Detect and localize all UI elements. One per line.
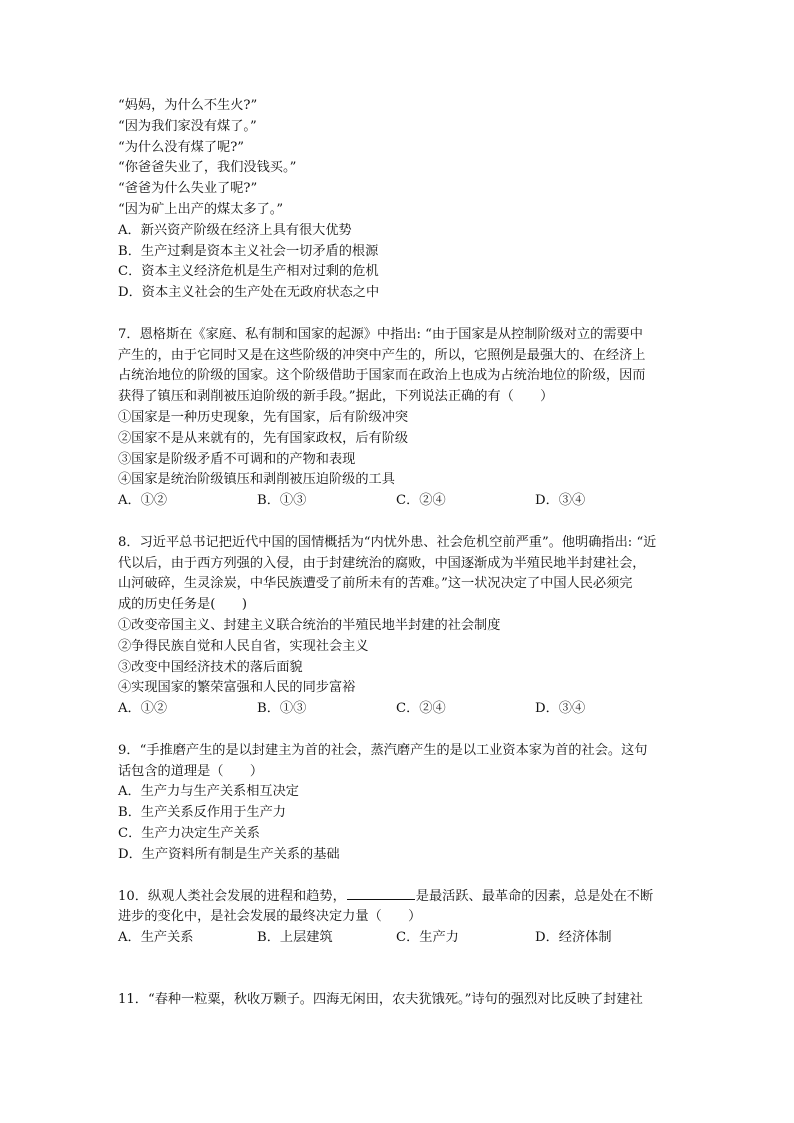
question-text: 代以后，由于西方列强的入侵，由于封建统治的腐败，中国逐渐成为半殖民地半封建社会， [118, 555, 646, 571]
option-c: C．②④ [396, 701, 446, 717]
statement: ①国家是一种历史现象，先有国家，后有阶级冲突 [118, 409, 409, 425]
question-text: 山河破碎，生灵涂炭，中华民族遭受了前所未有的苦难。”这一状况决定了中国人民必须完 [118, 576, 633, 592]
question-text: 9．“手推磨产生的是以封建主为首的社会，蒸汽磨产生的是以工业资本家为首的社会。这句 [118, 742, 648, 758]
question-7 [118, 325, 678, 512]
option-d: D．资本主义社会的生产处在无政府状态之中 [118, 285, 380, 301]
spacer [118, 865, 678, 886]
q6-options [118, 221, 678, 304]
option-d: D．经济体制 [535, 929, 612, 945]
question-text: 获得了镇压和剥削被压迫阶级的新手段。”据此，下列说法正确的有（ ） [118, 389, 554, 405]
question-9 [118, 741, 678, 866]
question-text: 8．习近平总书记把近代中国的国情概括为“内忧外患、社会危机空前严重”。他明确指出: “近 [118, 534, 657, 550]
option-a: A．①② [118, 493, 168, 509]
question-text: 进步的变化中，是社会发展的最终决定力量（ ） [118, 909, 422, 925]
spacer [118, 720, 678, 741]
dialogue-line: “为什么没有煤了呢?” [118, 139, 245, 155]
question-10 [118, 886, 678, 948]
option-a: A．①② [118, 701, 168, 717]
dialogue-line: “因为我们家没有煤了。” [118, 118, 257, 134]
dialogue-line: “爸爸为什么失业了呢?” [118, 181, 258, 197]
spacer [118, 512, 678, 533]
statement: ③改变中国经济技术的落后面貌 [118, 659, 303, 675]
statement: ③国家是阶级矛盾不可调和的产物和表现 [118, 451, 356, 467]
question-text: 占统治地位的阶级的国家。这个阶级借助于国家而在政治上也成为占统治地位的阶级，因而 [118, 368, 646, 384]
statement: ④国家是统治阶级镇压和剥削被压迫阶级的工具 [118, 472, 395, 488]
question-8 [118, 533, 678, 720]
option-a: A．生产关系 [118, 929, 194, 945]
question-11 [118, 990, 678, 1011]
question-text: 7．恩格斯在《家庭、私有制和国家的起源》中指出: “由于国家是从控制阶级对立的需要中 [118, 326, 643, 342]
option-c: C．生产力 [396, 929, 459, 945]
answer-options [118, 928, 678, 949]
exam-page [118, 96, 678, 1011]
statement: ④实现国家的繁荣富强和人民的同步富裕 [118, 680, 356, 696]
answer-options [118, 699, 678, 720]
option-c: C．生产力决定生产关系 [118, 825, 260, 841]
option-b: B．生产过剩是资本主义社会一切矛盾的根源 [118, 243, 379, 259]
option-b: B．①③ [257, 493, 307, 509]
spacer [118, 304, 678, 325]
option-b: B．①③ [257, 701, 307, 717]
option-b: B．上层建筑 [257, 929, 333, 945]
dialogue-block [118, 96, 678, 221]
spacer [118, 949, 678, 991]
question-text: 产生的，由于它同时又是在这些阶级的冲突中产生的，所以，它照例是最强大的、在经济上 [118, 347, 646, 363]
option-a: A．新兴资产阶级在经济上具有很大优势 [118, 222, 352, 238]
question-text [118, 886, 678, 907]
fill-blank [347, 886, 415, 900]
question-text: 话包含的道理是（ ） [118, 763, 264, 779]
dialogue-line: “妈妈，为什么不生火?” [118, 98, 258, 113]
question-text-start: 10．纵观人类社会发展的进程和趋势， [118, 889, 346, 905]
answer-options [118, 491, 678, 512]
option-d: D．③④ [535, 701, 586, 717]
question-text: 11．“春种一粒粟，秋收万颗子。四海无闲田，农夫犹饿死。”诗句的强烈对比反映了封建社 [118, 992, 643, 1008]
statement: ②争得民族自觉和人民自省，实现社会主义 [118, 638, 369, 654]
option-b: B．生产关系反作用于生产力 [118, 805, 286, 821]
option-a: A．生产力与生产关系相互决定 [118, 784, 299, 800]
option-d: D．生产资料所有制是生产关系的基础 [118, 846, 340, 862]
statement: ②国家不是从来就有的，先有国家政权，后有阶级 [118, 430, 409, 446]
question-text-end: 是最活跃、最革命的因素，总是处在不断 [415, 889, 654, 905]
option-d: D．③④ [535, 493, 586, 509]
option-c: C．②④ [396, 493, 446, 509]
statement: ①改变帝国主义、封建主义联合统治的半殖民地半封建的社会制度 [118, 617, 501, 633]
option-c: C．资本主义经济危机是生产相对过剩的危机 [118, 264, 379, 280]
question-text: 成的历史任务是( ) [118, 597, 247, 613]
dialogue-line: “你爸爸失业了，我们没钱买。” [118, 160, 297, 176]
dialogue-line: “因为矿上出产的煤太多了。” [118, 201, 284, 217]
